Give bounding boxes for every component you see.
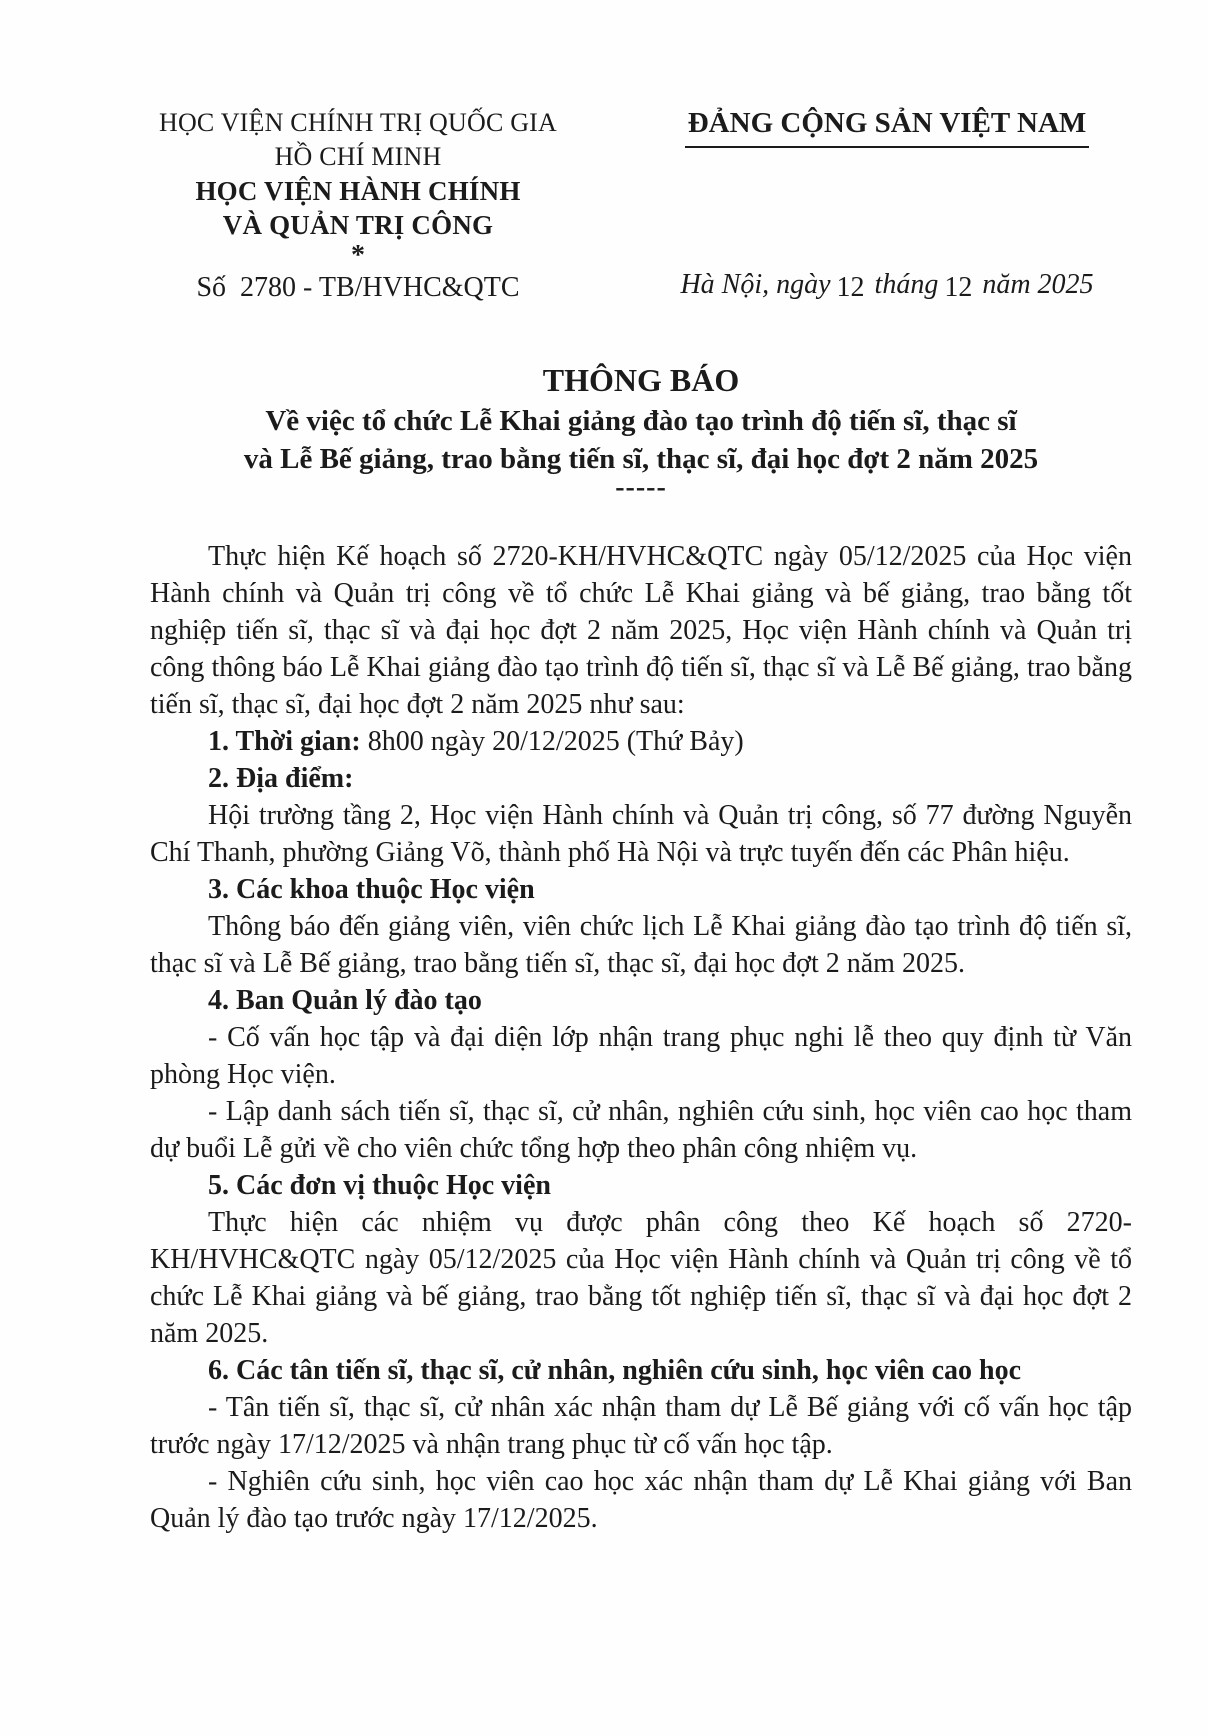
doc-subtitle-line1: Về việc tổ chức Lễ Khai giảng đào tạo trình độ tiến sĩ, thạc sĩ xyxy=(265,405,1017,437)
document-number: Số 2780 - TB/HVHC&QTC xyxy=(196,272,520,303)
date-suffix: năm 2025 xyxy=(982,269,1094,300)
document-body xyxy=(150,358,1132,1537)
date-month: 12 xyxy=(944,272,973,303)
section-5-paragraph: Thực hiện các nhiệm vụ được phân công theo Kế hoạch số 2720-KH/HVHC&QTC ngày 05/12/2025 của Học viện Hành chính và Quản trị công về tổ chức Lễ Khai giảng và bế giảng, trao bằng tốt nghiệp tiến sĩ, thạc sĩ và đại học đợt 2 năm 2025. xyxy=(150,1207,1132,1349)
section-6-item-2: - Nghiên cứu sinh, học viên cao học xác nhận tham dự Lễ Khai giảng với Ban Quản lý đào tạo trước ngày 17/12/2025. xyxy=(150,1466,1132,1534)
section-1-value: 8h00 ngày 20/12/2025 (Thứ Bảy) xyxy=(360,726,744,757)
org-name-line1: HỌC VIỆN HÀNH CHÍNH xyxy=(195,176,521,206)
intro-paragraph: Thực hiện Kế hoạch số 2720-KH/HVHC&QTC ngày 05/12/2025 của Học viện Hành chính và Quản trị công về tổ chức Lễ Khai giảng và bế giảng, trao bằng tốt nghiệp tiến sĩ, thạc sĩ và đại học đợt 2 năm 2025, Học viện Hành chính và Quản trị công thông báo Lễ Khai giảng đào tạo trình độ tiến sĩ, thạc sĩ và Lễ Bế giảng, trao bằng tiến sĩ, thạc sĩ, đại học đợt 2 năm 2025 như sau: xyxy=(150,541,1132,720)
place-date-line xyxy=(622,266,1152,304)
section-6-label: 6. Các tân tiến sĩ, thạc sĩ, cử nhân, nghiên cứu sinh, học viên cao học xyxy=(208,1355,1022,1386)
org-name-line2: VÀ QUẢN TRỊ CÔNG xyxy=(222,210,494,240)
doc-title: THÔNG BÁO xyxy=(542,362,740,398)
section-4-item-2: - Lập danh sách tiến sĩ, thạc sĩ, cử nhân, nghiên cứu sinh, học viên cao học tham dự buổi Lễ gửi về cho viên chức tổng hợp theo phân công nhiệm vụ. xyxy=(150,1096,1132,1164)
section-4-label: 4. Ban Quản lý đào tạo xyxy=(208,985,482,1016)
separator-star: * xyxy=(351,240,365,271)
doc-subtitle-line2: và Lễ Bế giảng, trao bằng tiến sĩ, thạc sĩ, đại học đợt 2 năm 2025 xyxy=(243,443,1039,475)
national-header-block xyxy=(622,106,1152,304)
section-6-item-1: - Tân tiến sĩ, thạc sĩ, cử nhân xác nhận tham dự Lễ Bế giảng với cố vấn học tập trước ngày 17/12/2025 và nhận trang phục từ cố vấn học tập. xyxy=(150,1392,1132,1460)
date-prefix: Hà Nội, ngày xyxy=(680,269,831,300)
party-name-line: ĐẢNG CỘNG SẢN VIỆT NAM xyxy=(685,106,1090,148)
section-4-item-1: - Cố vấn học tập và đại diện lớp nhận trang phục nghi lễ theo quy định từ Văn phòng Học viện. xyxy=(150,1022,1132,1090)
section-3-paragraph: Thông báo đến giảng viên, viên chức lịch Lễ Khai giảng đào tạo trình độ tiến sĩ, thạc sĩ và Lễ Bế giảng, trao bằng tiến sĩ, thạc sĩ, đại học đợt 2 năm 2025. xyxy=(150,911,1132,979)
org-parent-line1: HỌC VIỆN CHÍNH TRỊ QUỐC GIA xyxy=(158,108,558,137)
section-3-label: 3. Các khoa thuộc Học viện xyxy=(208,874,535,905)
section-2-paragraph: Hội trường tầng 2, Học viện Hành chính và Quản trị công, số 77 đường Nguyễn Chí Thanh, phường Giảng Võ, thành phố Hà Nội và trực tuyến đến các Phân hiệu. xyxy=(150,800,1132,868)
section-5-label: 5. Các đơn vị thuộc Học viện xyxy=(208,1170,551,1201)
issuing-org-block xyxy=(112,106,604,306)
org-parent-line2: HỒ CHÍ MINH xyxy=(274,142,442,171)
section-1-label: 1. Thời gian: xyxy=(208,726,361,757)
section-1-time xyxy=(150,723,1132,760)
title-divider: ----- xyxy=(615,472,667,503)
date-mid: tháng xyxy=(874,269,939,300)
date-day: 12 xyxy=(836,272,865,303)
section-2-label: 2. Địa điểm: xyxy=(208,763,354,794)
